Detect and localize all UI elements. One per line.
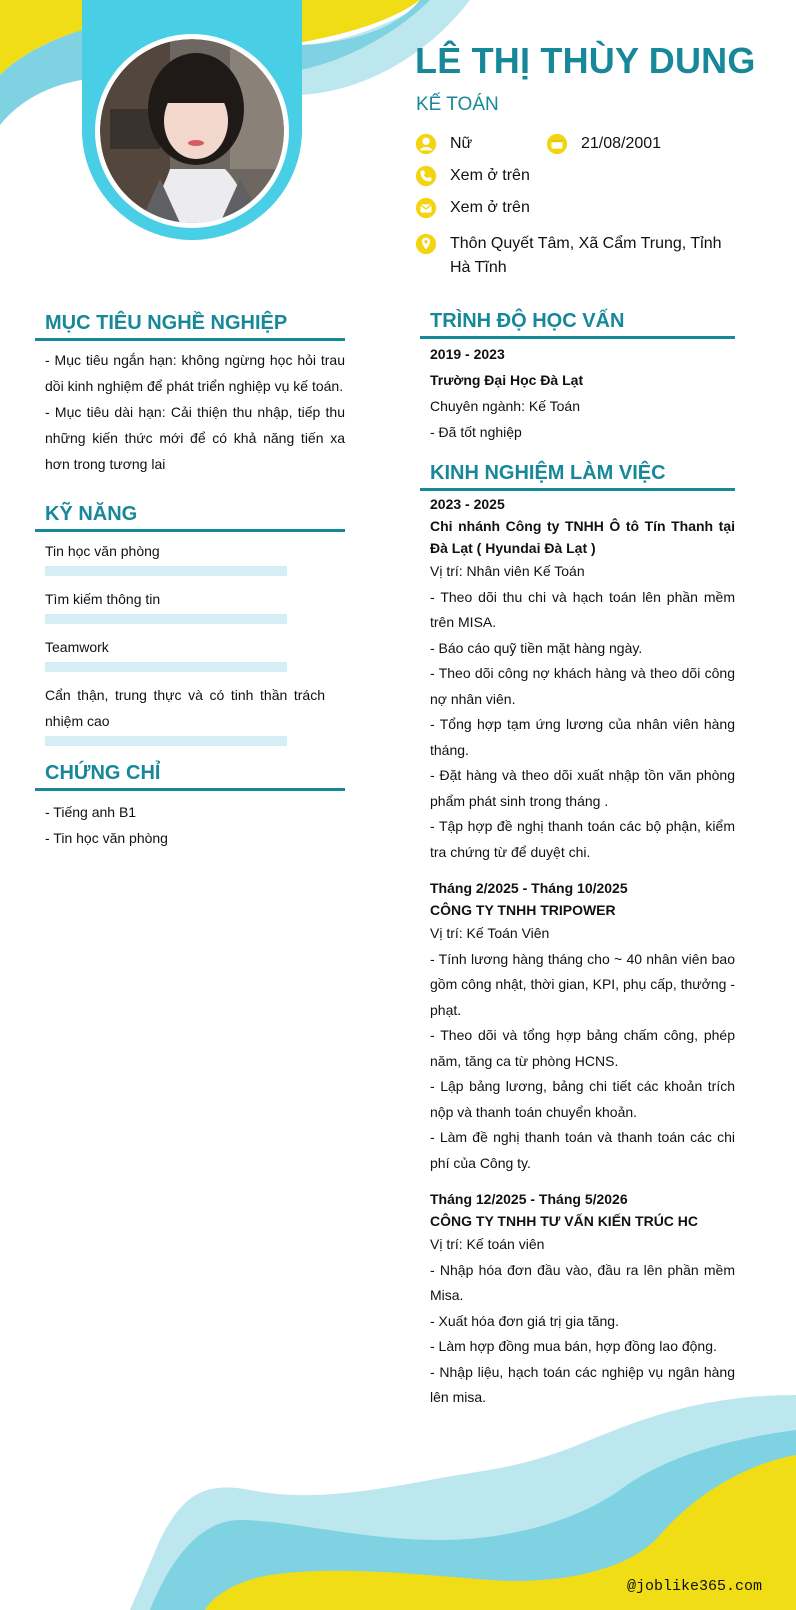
job-entry [420, 1188, 735, 1411]
objective-line: - Mục tiêu dài hạn: Cải thiện thu nhập, tiếp thu những kiến thức mới để có khả năng tiến xa hơn trong tương lai [45, 404, 345, 472]
education-body [420, 341, 735, 445]
skill-name: Teamwork [45, 639, 109, 655]
job-duty: - Tổng hợp tạm ứng lương của nhân viên hàng tháng. [430, 716, 735, 758]
objective-title: MỤC TIÊU NGHỀ NGHIỆP [35, 312, 345, 341]
skill-name: Cẩn thận, trung thực và có tinh thần trách nhiệm cao [45, 687, 325, 729]
education-section [420, 310, 735, 445]
job-period: 2023 - 2025 [430, 496, 505, 512]
email-row [415, 196, 530, 220]
phone-row [415, 164, 530, 188]
job-position: Vị trí: Kế toán viên [430, 1236, 545, 1252]
skill-item [35, 634, 345, 672]
job-company: CÔNG TY TNHH TƯ VẤN KIẾN TRÚC HC [430, 1213, 699, 1229]
job-duty: - Theo dõi và tổng hợp bảng chấm công, phép năm, tăng ca từ phòng HCNS. [430, 1027, 735, 1069]
job-duty: - Nhập hóa đơn đầu vào, đầu ra lên phần mềm Misa. [430, 1261, 735, 1303]
job-period: Tháng 12/2025 - Tháng 5/2026 [430, 1191, 628, 1207]
certificate-item: - Tiếng anh B1 [45, 804, 137, 820]
education-period: 2019 - 2023 [430, 346, 505, 362]
user-icon [415, 133, 437, 155]
certificate-item: - Tin học văn phòng [45, 830, 168, 846]
certificates-section [35, 762, 345, 851]
education-title: TRÌNH ĐỘ HỌC VẤN [420, 310, 735, 339]
job-duty: - Theo dõi thu chi và hạch toán lên phần mềm trên MISA. [430, 588, 735, 630]
birthday-row [546, 132, 661, 156]
education-major: Chuyên ngành: Kế Toán [430, 398, 580, 414]
job-duty: - Tập hợp đề nghị thanh toán các bộ phận, kiểm tra chứng từ để duyệt chi. [430, 818, 735, 860]
job-entry [420, 877, 735, 1176]
job-period: Tháng 2/2025 - Tháng 10/2025 [430, 880, 628, 896]
experience-title: KINH NGHIỆM LÀM VIỆC [420, 462, 735, 491]
calendar-icon [546, 133, 568, 155]
skill-bar [45, 614, 287, 624]
skill-item [35, 586, 345, 624]
address-value: Thôn Quyết Tâm, Xã Cẩm Trung, Tỉnh Hà Tĩnh [450, 235, 722, 276]
job-company: CÔNG TY TNHH TRIPOWER [430, 902, 616, 918]
address-row [415, 232, 740, 280]
job-entry [420, 493, 735, 865]
phone-value: Xem ở trên [450, 167, 530, 184]
skill-name: Tìm kiếm thông tin [45, 591, 161, 607]
experience-section [420, 462, 735, 1423]
birthday-value: 21/08/2001 [581, 135, 662, 152]
photo-holder [82, 0, 302, 240]
skill-name: Tin học văn phòng [45, 543, 160, 559]
job-position: Vị trí: Kế Toán Viên [430, 925, 550, 941]
avatar-frame [95, 34, 289, 228]
objective-line: - Mục tiêu ngắn hạn: không ngừng học hỏi trau dồi kinh nghiệm để phát triển nghiệp vụ kế toán. [45, 352, 345, 394]
job-position: Vị trí: Nhân viên Kế Toán [430, 563, 585, 579]
education-school: Trường Đại Học Đà Lạt [430, 372, 584, 388]
mail-icon [415, 197, 437, 219]
objective-text [35, 347, 345, 477]
job-duty: - Báo cáo quỹ tiền mặt hàng ngày. [430, 639, 643, 656]
skill-item [35, 682, 325, 746]
job-company: Chi nhánh Công ty TNHH Ô tô Tín Thanh tại Đà Lạt ( Hyundai Đà Lạt ) [430, 518, 735, 556]
location-pin-icon [415, 233, 437, 255]
gender-value: Nữ [450, 135, 473, 152]
phone-icon [415, 165, 437, 187]
skill-bar [45, 662, 287, 672]
email-value: Xem ở trên [450, 199, 530, 216]
objective-section [35, 312, 345, 477]
job-duty: - Theo dõi công nợ khách hàng và theo dõi công nợ nhân viên. [430, 665, 735, 707]
skill-bar [45, 566, 287, 576]
avatar [100, 39, 284, 223]
gender-row [415, 132, 472, 156]
skills-section [35, 503, 345, 756]
job-duty: - Tính lương hàng tháng cho ~ 40 nhân viên bao gồm công nhật, thời gian, KPI, phụ cấp, thưởng - phạt. [430, 950, 735, 1018]
job-duty: - Lập bảng lương, bảng chi tiết các khoản trích nộp và thanh toán chuyển khoản. [430, 1078, 735, 1120]
education-status: - Đã tốt nghiệp [430, 424, 522, 440]
skill-item [35, 538, 345, 576]
candidate-name: LÊ THỊ THÙY DUNG [415, 40, 756, 81]
job-duty: - Làm đề nghị thanh toán và thanh toán các chi phí của Công ty. [430, 1129, 735, 1171]
footer-watermark: @joblike365.com [626, 1578, 762, 1595]
job-duty: - Nhập liệu, hạch toán các nghiệp vụ ngân hàng lên misa. [430, 1363, 735, 1405]
certificates-list [35, 799, 345, 851]
job-duty: - Đặt hàng và theo dõi xuất nhập tồn văn phòng phẩm phát sinh trong tháng . [430, 767, 735, 809]
certificates-title: CHỨNG CHỈ [35, 762, 345, 791]
job-duty: - Làm hợp đồng mua bán, hợp đồng lao động. [430, 1338, 717, 1354]
skill-bar [45, 736, 287, 746]
job-title: KẾ TOÁN [416, 94, 499, 115]
skills-title: KỸ NĂNG [35, 503, 345, 532]
job-duty: - Xuất hóa đơn giá trị gia tăng. [430, 1312, 619, 1329]
